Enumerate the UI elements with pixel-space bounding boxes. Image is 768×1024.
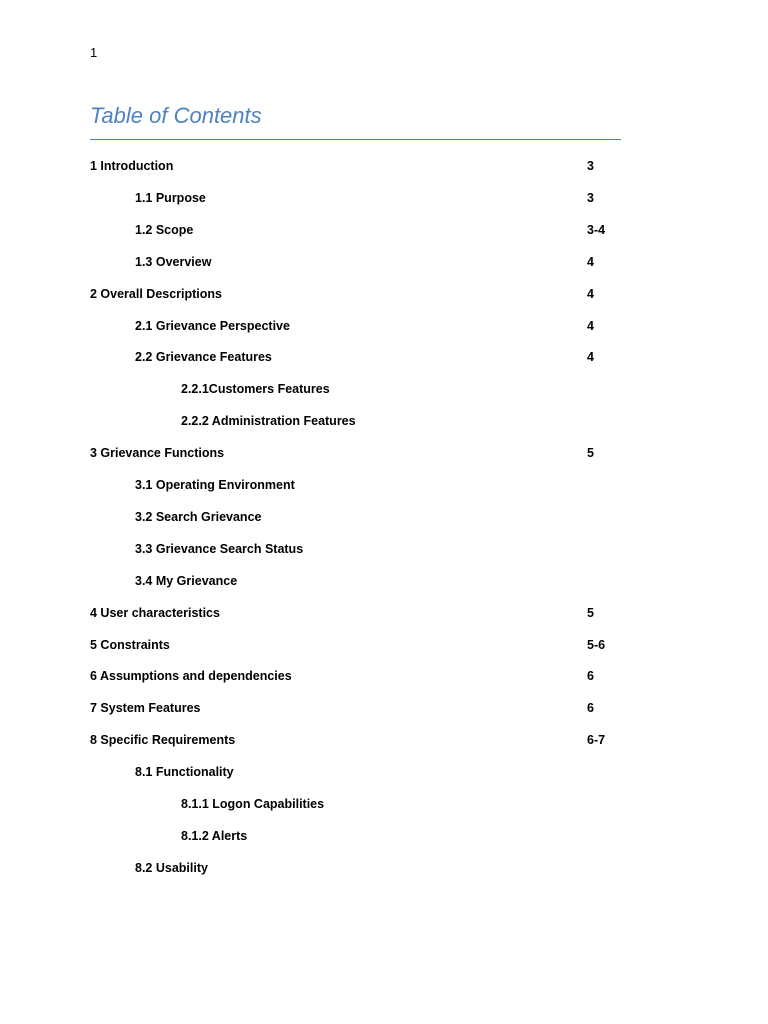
toc-title: Table of Contents [90,103,262,128]
toc-entry-label: 1 Introduction [90,159,174,173]
toc-entry-page: 4 [587,287,594,301]
toc-entry-label: 4 User characteristics [90,606,220,620]
toc-entry-label: 8.1.2 Alerts [181,829,248,843]
toc-entry [0,858,768,878]
toc-entry-label: 2.2.1Customers Features [181,382,330,396]
toc-entry [0,411,768,431]
toc-entry-page: 5-6 [587,638,606,652]
toc-entry-label: 2.2 Grievance Features [135,350,272,364]
toc-entry-label: 1.1 Purpose [135,191,206,205]
toc-entry [0,507,768,527]
toc-entry-label: 8.2 Usability [135,861,208,875]
toc-entry [0,762,768,782]
toc-entry-label: 2.1 Grievance Perspective [135,319,290,333]
toc-entry [0,347,768,367]
toc-entry-label: 1.3 Overview [135,255,212,269]
toc-entry-page: 4 [587,255,594,269]
page-number: 1 [90,45,98,60]
toc-entry-label: 2.2.2 Administration Features [181,414,356,428]
toc-entry-label: 6 Assumptions and dependencies [90,669,292,683]
toc-entry-page: 3 [587,159,594,173]
toc-entry-page: 3-4 [587,223,606,237]
toc-entry-label: 8.1 Functionality [135,765,234,779]
toc-entry-page: 4 [587,350,594,364]
toc-entry [0,603,768,623]
toc-entry-label: 8 Specific Requirements [90,733,236,747]
toc-entry-label: 8.1.1 Logon Capabilities [181,797,325,811]
toc-entry [0,635,768,655]
toc-entry [0,284,768,304]
toc-entry [0,316,768,336]
toc-entry-page: 6 [587,701,594,715]
toc-entry-page: 4 [587,319,594,333]
toc-entry [0,571,768,591]
toc-entry [0,730,768,750]
toc-entry [0,443,768,463]
toc-entry-page: 6 [587,669,594,683]
toc-entry [0,220,768,240]
toc-entry [0,379,768,399]
toc-entry [0,188,768,208]
toc-entry-page: 3 [587,191,594,205]
toc-entry-page: 5 [587,606,594,620]
toc-entry-label: 1.2 Scope [135,223,194,237]
toc-entry [0,698,768,718]
toc-entry [0,475,768,495]
toc-entry-page: 6-7 [587,733,606,747]
toc-entry [0,794,768,814]
toc-entry [0,826,768,846]
toc-entry [0,666,768,686]
toc-entry-label: 5 Constraints [90,638,170,652]
toc-entry-page: 5 [587,446,594,460]
toc-entry-label: 7 System Features [90,701,201,715]
toc-entry [0,156,768,176]
toc-entry-label: 2 Overall Descriptions [90,287,223,301]
toc-entry [0,252,768,272]
toc-entry-label: 3.3 Grievance Search Status [135,542,304,556]
toc-entry-label: 3.2 Search Grievance [135,510,262,524]
toc-entry-label: 3.1 Operating Environment [135,478,295,492]
toc-entry-label: 3 Grievance Functions [90,446,225,460]
toc-entry-label: 3.4 My Grievance [135,574,238,588]
toc-entry [0,539,768,559]
